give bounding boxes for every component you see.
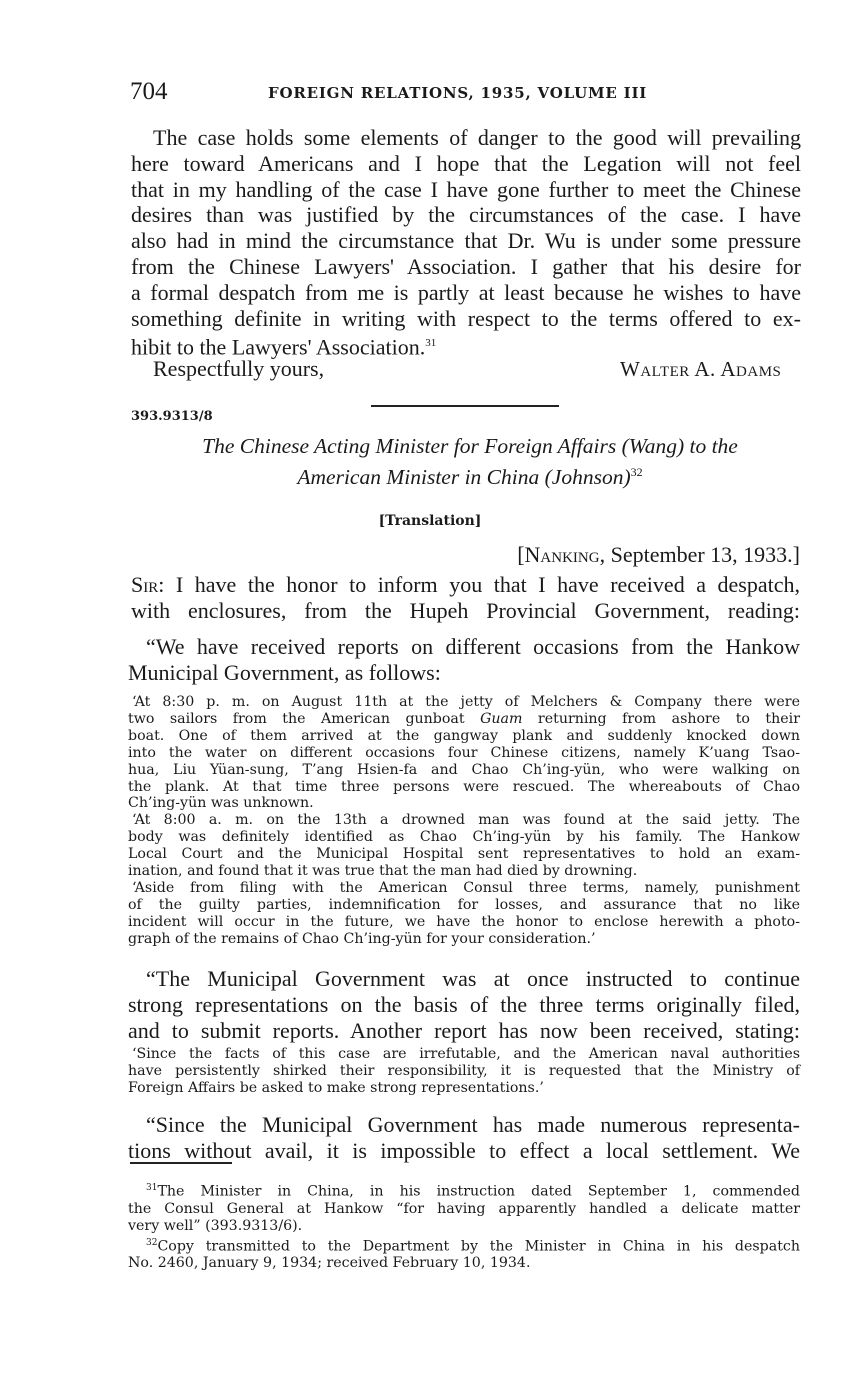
text-segment: hibit to the Lawyers' Association. bbox=[131, 334, 426, 360]
text-line: also had in mind the circumstance that Dr. Wu is under some pressure bbox=[131, 228, 801, 254]
text-line: “Since the Municipal Government has made numerous representa- bbox=[146, 1112, 800, 1137]
municipal-paragraph bbox=[128, 966, 800, 1043]
footnote-number: 32 bbox=[146, 1237, 158, 1248]
title-line: The Chinese Acting Minister for Foreign Affairs (Wang) to the bbox=[202, 434, 738, 458]
text-line: Foreign Affairs be asked to make strong representations.’ bbox=[128, 1079, 544, 1096]
document-title bbox=[130, 433, 810, 490]
text-line: Municipal Government, as follows: bbox=[128, 659, 441, 685]
text-line: hua, Liu Yüan-sung, T’ang Hsien-fa and Chao Ch’ing-yün, who were walking on bbox=[128, 761, 800, 778]
dateline-bracket: [ bbox=[517, 542, 525, 567]
text-line: ‘Aside from filing with the American Consul three terms, namely, punishment bbox=[132, 879, 800, 896]
text-line: No. 2460, January 9, 1934; received February 10, 1934. bbox=[128, 1255, 531, 1272]
text-segment: The Minister in China, in his instruction dated September 1, commended bbox=[157, 1183, 800, 1200]
title-line bbox=[130, 459, 810, 490]
text-line: ination, and found that it was true that the man had died by drowning. bbox=[128, 863, 638, 880]
footnote-ref-31: 31 bbox=[425, 337, 437, 350]
text-line: the Consul General at Hankow “for having apparently handled a delicate matter bbox=[128, 1200, 800, 1217]
running-title: FOREIGN RELATIONS, 1935, VOLUME III bbox=[268, 84, 648, 102]
file-number: 393.9313/8 bbox=[131, 409, 213, 424]
text-line bbox=[128, 711, 800, 728]
text-line: ‘Since the facts of this case are irrefutable, and the American naval authorities bbox=[132, 1046, 800, 1062]
text-line: into the water on different occasions four Chinese citizens, namely K’uang Tsao- bbox=[128, 744, 800, 761]
text-line: of the guilty parties, indemnification for losses, and assurance that no like bbox=[128, 896, 800, 913]
text-line: desires than was justified by the circumstances of the case. I have bbox=[131, 202, 801, 228]
text-segment: Copy transmitted to the Department by the Minister in China in his despatch bbox=[157, 1238, 800, 1255]
text-line: very well” (393.9313/6). bbox=[128, 1217, 303, 1234]
intro-paragraph bbox=[131, 572, 800, 624]
signature: Walter A. Adams bbox=[620, 357, 782, 381]
salutation-sir: Sir bbox=[131, 572, 159, 597]
text-segment: two sailors from the American gunboat bbox=[128, 710, 481, 727]
text-line: have persistently shirked their responsibility, it is requested that the Ministry of bbox=[128, 1062, 800, 1079]
text-line bbox=[131, 572, 800, 598]
statement-quotation bbox=[128, 1046, 800, 1097]
footnote-number: 31 bbox=[146, 1183, 158, 1193]
text-segment: : I have the honor to inform you that I have received a despatch, bbox=[158, 572, 800, 597]
text-line: a formal despatch from me is partly at least because he wishes to have bbox=[131, 279, 801, 305]
title-text: American Minister in China (Johnson) bbox=[297, 465, 631, 490]
letter-closing-paragraph bbox=[131, 125, 801, 361]
text-segment: returning from ashore to their bbox=[522, 710, 800, 727]
text-line: from the Chinese Lawyers' Association. I gather that his desire for bbox=[131, 253, 801, 279]
footnote-rule bbox=[130, 1162, 232, 1164]
text-line: that in my handling of the case I have gone further to meet the Chinese bbox=[131, 176, 801, 202]
text-line: The case holds some elements of danger to the good will prevailing bbox=[153, 125, 801, 150]
section-divider bbox=[371, 405, 559, 407]
text-line: something definite in writing with respect to the terms offered to ex- bbox=[131, 305, 801, 331]
salutation: Respectfully yours, bbox=[153, 356, 325, 381]
text-line: incident will occur in the future, we have the honor to enclose herewith a photo- bbox=[128, 913, 800, 930]
text-line: strong representations on the basis of the three terms originally filed, bbox=[128, 991, 800, 1017]
text-line: with enclosures, from the Hupeh Provincial Government, reading: bbox=[131, 597, 800, 623]
text-line: tions without avail, it is impossible to effect a local settlement. We bbox=[128, 1137, 800, 1163]
translation-label: [Translation] bbox=[378, 513, 482, 529]
text-line: here toward Americans and I hope that the Legation will not feel bbox=[131, 150, 801, 176]
text-line: boat. One of them arrived at the gangway plank and suddenly knocked down bbox=[128, 727, 800, 744]
footnote-32 bbox=[128, 1235, 800, 1256]
text-line: and to submit reports. Another report has now been received, stating: bbox=[128, 1017, 800, 1043]
footnotes bbox=[128, 1180, 800, 1272]
page-number: 704 bbox=[130, 78, 168, 105]
dateline-date: , September 13, 1933.] bbox=[599, 542, 800, 567]
footnote-ref-32: 32 bbox=[630, 465, 643, 479]
text-line: “We have received reports on different occasions from the Hankow bbox=[146, 634, 800, 659]
text-line: ‘At 8:30 p. m. on August 11th at the jetty of Melchers & Company there were bbox=[132, 694, 800, 710]
quote-intro-paragraph bbox=[128, 634, 800, 686]
gunboat-name: Guam bbox=[480, 710, 523, 727]
closing-paragraph bbox=[128, 1112, 800, 1164]
report-quotation bbox=[128, 694, 800, 948]
text-line: graph of the remains of Chao Ch’ing-yün for your consideration.’ bbox=[128, 930, 596, 947]
footnote-31 bbox=[128, 1180, 800, 1201]
text-line: Ch’ing-yün was unknown. bbox=[128, 795, 314, 812]
dateline bbox=[440, 542, 800, 568]
dateline-place: Nanking bbox=[524, 542, 600, 567]
text-line: ‘At 8:00 a. m. on the 13th a drowned man was found at the said jetty. The bbox=[132, 812, 800, 829]
text-line: Local Court and the Municipal Hospital sent representatives to hold an exam- bbox=[128, 846, 800, 863]
text-line: the plank. At that time three persons were rescued. The whereabouts of Chao bbox=[128, 778, 800, 795]
text-line: body was definitely identified as Chao Ch’ing-yün by his family. The Hankow bbox=[128, 829, 800, 846]
text-line: “The Municipal Government was at once instructed to continue bbox=[146, 966, 800, 991]
